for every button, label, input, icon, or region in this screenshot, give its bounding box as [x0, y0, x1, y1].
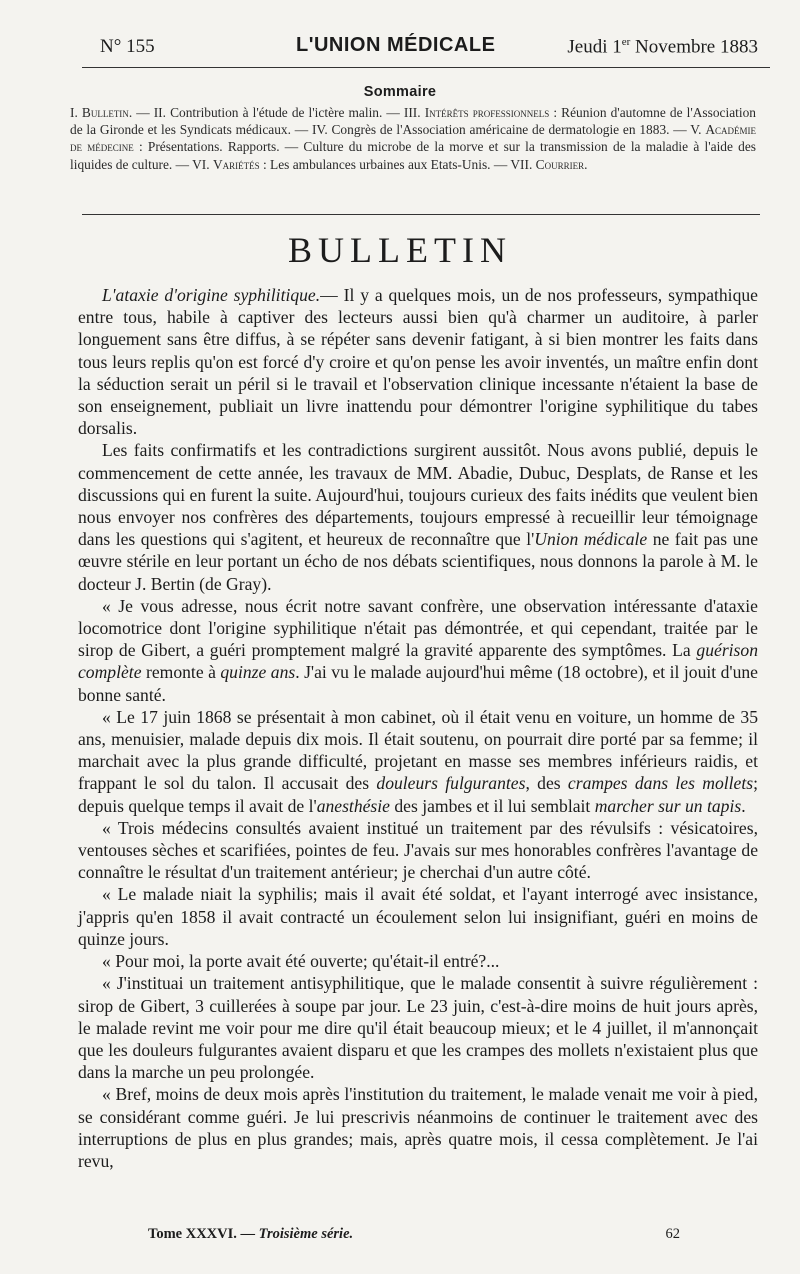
italic-run: guérison complète [78, 640, 758, 683]
paragraph [78, 950, 758, 972]
paragraph [78, 972, 758, 1083]
page-footer [148, 1226, 680, 1243]
header-rule [82, 67, 770, 68]
text-run: remonte à [141, 662, 221, 683]
text-run: , des [525, 773, 568, 794]
page-number: 62 [665, 1226, 680, 1242]
text-run: — Il y a quelques mois, un de nos professeurs, sympathique entre tous, habile à captiver des lecteurs aussi bien qu'à charmer un auditoire, à parler longuement sans être diffus, à se répéter sans devenir fatigant, à si bien montrer les faits dans tous leurs replis qu'on est forcé d'y croire et qu'on pense les avoir inventés, un maître enfin dont la séduction serait un péril si le travail et l'observation clinique incessante n'étaient la base de son enseignement, publiait un livre inattendu pour démontrer l'origine syphilitique du tabes dorsalis. [78, 285, 758, 439]
italic-run: douleurs fulgurantes [376, 773, 526, 794]
summary-run: . [584, 156, 588, 172]
text-run: « Bref, moins de deux mois après l'institution du traitement, le malade venait me voir à pied, se considérant comme guéri. Je lui prescrivis néanmoins de continuer le traitement avec des interruptions de plus en plus grandes; mais, après quatre mois, il cessa complètement. Je l'ai revu, [78, 1084, 758, 1171]
summary-run: I. [70, 105, 82, 120]
footer-tome: Tome XXXVI. — [148, 1226, 256, 1242]
summary-smallcaps-run: Académie de médecine [70, 122, 756, 155]
italic-run: quinze ans [220, 662, 296, 683]
text-run: « Le 17 juin 1868 se présentait à mon cabinet, où il était venu en voiture, un homme de 35 ans, menuisier, malade depuis dix mois. Il était soutenu, on pourrait dire porté par sa femme; il marchait avec la plus grande difficulté, projetant en masse ses membres inférieurs raidis, et frappant le sol du talon. Il accusait des [78, 706, 758, 794]
summary-run: : Les ambulances urbaines aux Etats-Unis. — VII. [259, 156, 536, 172]
section-heading: BULLETIN [288, 230, 512, 270]
summary-text [70, 104, 756, 173]
italic-run: anesthésie [316, 795, 390, 816]
summary-run: : Présentations. Rapports. — Culture du microbe de la morve et sur la transmission de la maladie à l'aide des liquides de culture. — VI. [70, 139, 756, 172]
issue-number: N° 155 [100, 36, 155, 57]
paragraph [78, 706, 758, 817]
paragraph [78, 439, 758, 594]
text-run: . J'ai vu le malade aujourd'hui même (18 octobre), et il jouit d'une bonne santé. [78, 662, 758, 705]
summary-run: . — II. Contribution à l'étude de l'ictère malin. — III. [128, 105, 425, 120]
text-run: des jambes et il lui semblait [389, 795, 595, 816]
paragraph [78, 883, 758, 950]
summary-title: Sommaire [363, 84, 437, 100]
footer-series: Troisième série. [258, 1226, 354, 1242]
paragraph [78, 1083, 758, 1172]
italic-run: crampes dans les mollets [567, 773, 754, 794]
text-run: Les faits confirmatifs et les contradictions surgirent aussitôt. Nous avons publié, depuis le commencement de cette année, les travaux de MM. Abadie, Dubuc, Desplats, de Ranse et les discussions qui en furent la suite. Aujourd'hui, toujours curieux des faits inédits que veulent bien nous envoyer nos confrères des départements, toujours empressé à recueillir leur témoignage dans les questions qui s'agitent, et heureux de reconnaître que l' [78, 440, 758, 550]
summary-smallcaps-run: Courrier [535, 156, 585, 172]
summary-smallcaps-run: Variétés [212, 156, 260, 172]
italic-run: L'ataxie d'origine syphilitique. [102, 285, 321, 305]
issue-date: Jeudi 1er Novembre 1883 [567, 36, 758, 58]
text-run: ; depuis quelque temps il avait de l' [78, 773, 758, 816]
paragraph [78, 595, 758, 706]
summary-run: : Réunion d'automne de l'Association de la Gironde et les Syndicats médicaux. — IV. Congrès de l'Association américaine de dermatologie en 1883. — V. [70, 105, 756, 138]
summary-smallcaps-run: Intérêts professionnels [424, 105, 550, 120]
text-run: . [741, 795, 746, 816]
paragraph [78, 817, 758, 884]
italic-run: marcher sur un tapis [594, 795, 742, 816]
summary-rule [82, 214, 760, 215]
text-run: « Pour moi, la porte avait été ouverte; qu'était-il entré?... [102, 951, 500, 972]
italic-run: Union médicale [534, 529, 648, 550]
text-run: « J'instituai un traitement antisyphilitique, que le malade consentit à suivre régulièrement : sirop de Gibert, 3 cuillerées à soupe par jour. Le 23 juin, c'est-à-dire moins de huit jours après, le malade revint me voir pour me dire qu'il était beaucoup mieux; et le 4 juillet, il m'annonçait que les douleurs fulgurantes avaient disparu et que les crampes des mollets n'existaient plus que dans la marche un peu prolongée. [78, 973, 758, 1083]
running-header [100, 36, 758, 60]
text-run: « Trois médecins consultés avaient institué un traitement par des révulsifs : vésicatoires, ventouses sèches et scarifiées, pointes de feu. J'avais sur mes honorables confrères l'avantage de connaître le résultat d'un traitement antérieur; je cherchai d'un autre côté. [78, 817, 758, 883]
article-body [78, 284, 758, 1172]
paragraph [78, 284, 758, 439]
text-run: ne fait pas une œuvre stérile en leur portant un écho de nos débats scientifiques, nous donnons la parole à M. le docteur J. Bertin (de Gray). [78, 529, 759, 594]
summary-smallcaps-run: Bulletin [81, 105, 129, 120]
text-run: « Le malade niait la syphilis; mais il avait été soldat, et l'ayant interrogé avec insistance, j'appris qu'en 1858 il avait contracté un écoulement selon lui insignifiant, guéri en moins de quinze jours. [78, 884, 758, 949]
text-run: « Je vous adresse, nous écrit notre savant confrère, une observation intéressante d'ataxie locomotrice dont l'origine syphilitique n'était pas démontrée, et qui cependant, traitée par le sirop de Gibert, a guéri promptement malgré la gravité apparente des symptômes. La [78, 595, 758, 661]
journal-title: L'UNION MÉDICALE [296, 34, 496, 56]
